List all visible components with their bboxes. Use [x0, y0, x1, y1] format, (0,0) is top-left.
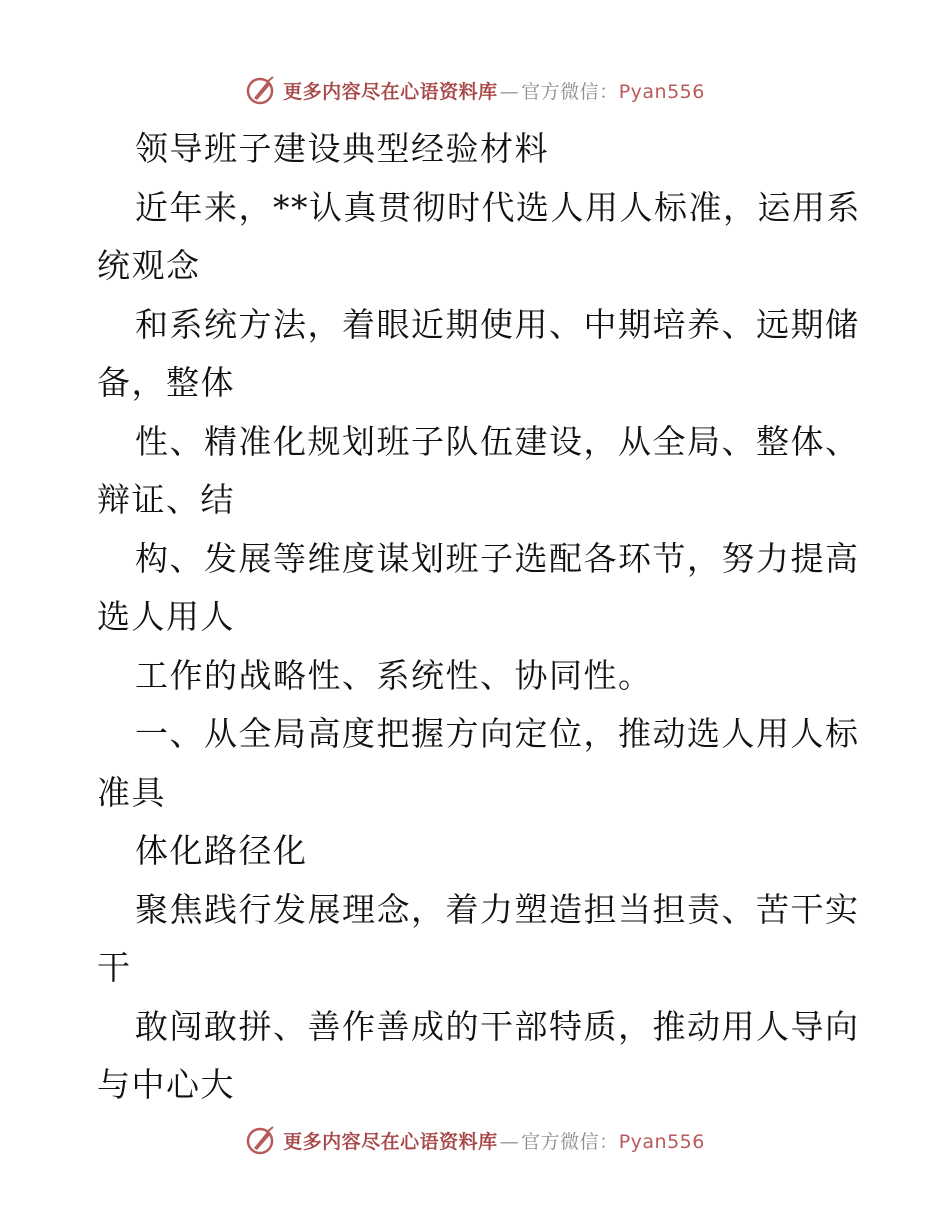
text-line: 敢闯敢拼、善作善成的干部特质，推动用人导向	[135, 1006, 860, 1046]
watermark-label: 官方微信：	[521, 1130, 619, 1153]
watermark-main-text: 更多内容尽在心语资料库	[283, 80, 498, 103]
watermark-text	[283, 77, 705, 104]
text-line: 性、精准化规划班子队伍建设，从全局、整体、	[135, 421, 860, 461]
text-line: 辩证、结	[97, 480, 235, 519]
text-line: 体化路径化	[135, 831, 308, 870]
watermark-text	[283, 1127, 705, 1154]
text-line: 一、从全局高度把握方向定位，推动选人用人标	[135, 714, 860, 753]
watermark-account: Pyan556	[618, 80, 705, 103]
header-watermark	[0, 70, 950, 110]
text-line: 备，整体	[97, 363, 235, 402]
watermark-dash: —	[499, 1130, 520, 1153]
text-line: 准具	[97, 772, 166, 812]
watermark-main-text: 更多内容尽在心语资料库	[283, 1130, 498, 1153]
text-line: 构、发展等维度谋划班子选配各环节，努力提高	[135, 538, 860, 578]
document-title: 领导班子建设典型经验材料	[135, 129, 549, 168]
footer-watermark	[0, 1120, 950, 1160]
text-line: 聚焦践行发展理念，着力塑造担当担责、苦干实	[135, 889, 860, 929]
document-body	[97, 120, 861, 1115]
text-line: 与中心大	[97, 1065, 235, 1104]
text-line: 干	[97, 948, 132, 987]
watermark-dash: —	[499, 80, 520, 103]
text-line: 选人用人	[97, 597, 235, 636]
text-line: 工作的战略性、系统性、协同性。	[135, 655, 653, 695]
watermark-account: Pyan556	[618, 1130, 705, 1153]
watermark-label: 官方微信：	[521, 80, 619, 103]
quill-pen-logo-icon	[245, 1124, 277, 1156]
text-line: 统观念	[97, 246, 201, 285]
text-line: 和系统方法，着眼近期使用、中期培养、远期储	[135, 304, 860, 344]
text-line: 近年来，**认真贯彻时代选人用人标准，运用系	[135, 187, 861, 227]
quill-pen-logo-icon	[245, 74, 277, 106]
